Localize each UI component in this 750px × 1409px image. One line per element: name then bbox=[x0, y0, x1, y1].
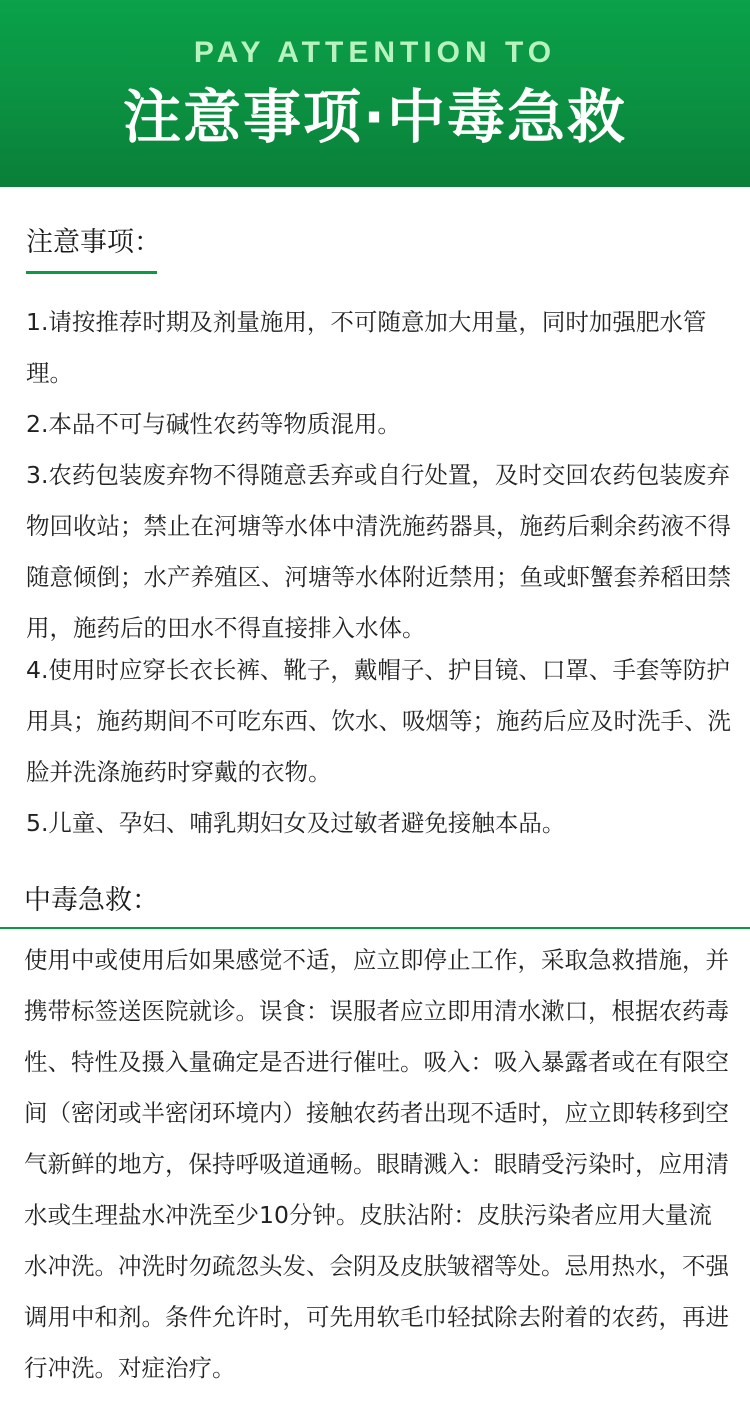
precautions-heading-underline bbox=[26, 271, 157, 274]
first-aid-text: 使用中或使用后如果感觉不适，应立即停止工作，采取急救措施，并携带标签送医院就诊。误食：误服者应立即用清水漱口，根据农药毒性、特性及摄入量确定是否进行催吐。吸入：吸入暴露者或在有限空间（密闭或半密闭环境内）接触农药者出现不适时，应立即转移到空气新鲜的地方，保持呼吸道通畅。眼睛溅入：眼睛受污染时，应用清水或生理盐水冲洗至少10分钟。皮肤沾附：皮肤污染者应用大量流水冲洗。冲洗时勿疏忽头发、会阴及皮肤皱褶等处。忌用热水，不强调用中和剂。条件允许时，可先用软毛巾轻拭除去附着的农药，再进行冲洗。对症治疗。 bbox=[24, 946, 729, 1382]
precaution-item-4: 4.使用时应穿长衣长裤、靴子，戴帽子、护目镜、口罩、手套等防护用具；施药期间不可吃东西、饮水、吸烟等；施药后应及时洗手、洗脸并洗涤施药时穿戴的衣物。 bbox=[26, 656, 731, 786]
header-banner bbox=[0, 0, 750, 187]
precautions-heading: 注意事项： bbox=[26, 227, 161, 258]
precaution-item-3: 3.农药包装废弃物不得随意丢弃或自行处置，及时交回农药包装废弃物回收站；禁止在河塘等水体中清洗施药器具，施药后剩余药液不得随意倾倒；水产养殖区、河塘等水体附近禁用；鱼或虾蟹套养稻田禁用，施药后的田水不得直接排入水体。 bbox=[26, 461, 731, 642]
banner-subtitle: PAY ATTENTION TO bbox=[193, 36, 557, 69]
precaution-item-1: 1.请按推荐时期及剂量施用，不可随意加大用量，同时加强肥水管理。 bbox=[26, 308, 707, 387]
first-aid-heading: 中毒急救： bbox=[24, 885, 159, 916]
precaution-item-5: 5.儿童、孕妇、哺乳期妇女及过敏者避免接触本品。 bbox=[26, 809, 566, 837]
precaution-item-2: 2.本品不可与碱性农药等物质混用。 bbox=[26, 410, 401, 438]
banner-title: 注意事项·中毒急救 bbox=[122, 83, 628, 151]
first-aid-divider bbox=[0, 927, 750, 929]
